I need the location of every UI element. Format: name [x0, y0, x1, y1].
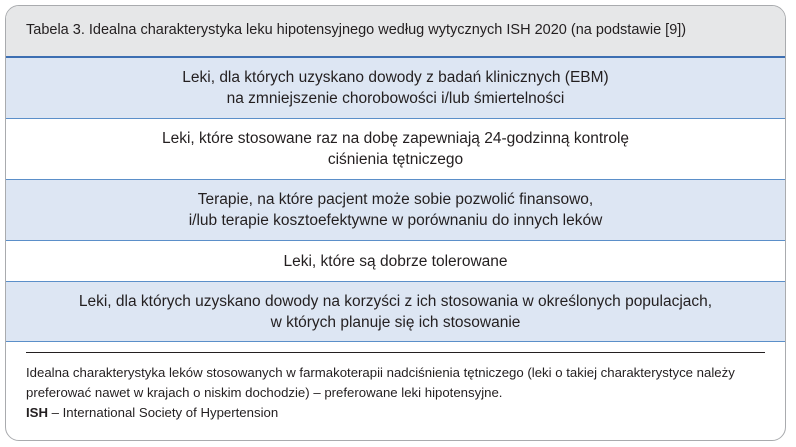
cell-line: w których planuje się ich stosowanie	[270, 313, 521, 331]
cell-line: na zmniejszenie chorobowości i/lub śmiertelności	[226, 90, 565, 107]
abbreviation-line	[26, 403, 765, 423]
table-row	[6, 58, 785, 119]
table-cell	[189, 189, 603, 231]
table-caption: Tabela 3. Idealna charakterystyka leku hipotensyjnego według wytycznych ISH 2020 (na podstawie [9])	[6, 6, 785, 58]
table-cell	[79, 291, 712, 333]
abbreviation-text: – International Society of Hypertension	[47, 405, 279, 420]
cell-line: Leki, dla których uzyskano dowody na korzyści z ich stosowania w określonych populacjach,	[78, 292, 713, 310]
abbreviation-key: ISH	[26, 405, 48, 420]
table-cell	[162, 128, 629, 170]
table-row	[6, 241, 785, 282]
table-row	[6, 119, 785, 180]
footnote-description: Idealna charakterystyka leków stosowanych w farmakoterapii nadciśnienia tętniczego (leki o takiej charakterystyce należy preferować nawet w krajach o niskim dochodzie) – preferowane leki hipotensyjne.	[26, 365, 735, 400]
cell-line: Terapie, na które pacjent może sobie pozwolić finansowo,	[197, 191, 594, 208]
cell-line: Leki, które stosowane raz na dobę zapewniają 24-godzinną kontrolę	[161, 130, 630, 147]
table-row	[6, 282, 785, 342]
table-footnote	[26, 352, 765, 423]
table-row	[6, 180, 785, 241]
table-cell	[182, 67, 608, 109]
cell-line: i/lub terapie kosztoefektywne w porównaniu do innych leków	[188, 212, 603, 229]
table-frame	[5, 5, 786, 441]
cell-line: Leki, dla których uzyskano dowody z badań klinicznych (EBM)	[182, 69, 609, 86]
cell-line: ciśnienia tętniczego	[327, 151, 464, 168]
table-cell	[283, 251, 507, 272]
cell-line: Leki, które są dobrze tolerowane	[283, 252, 508, 270]
